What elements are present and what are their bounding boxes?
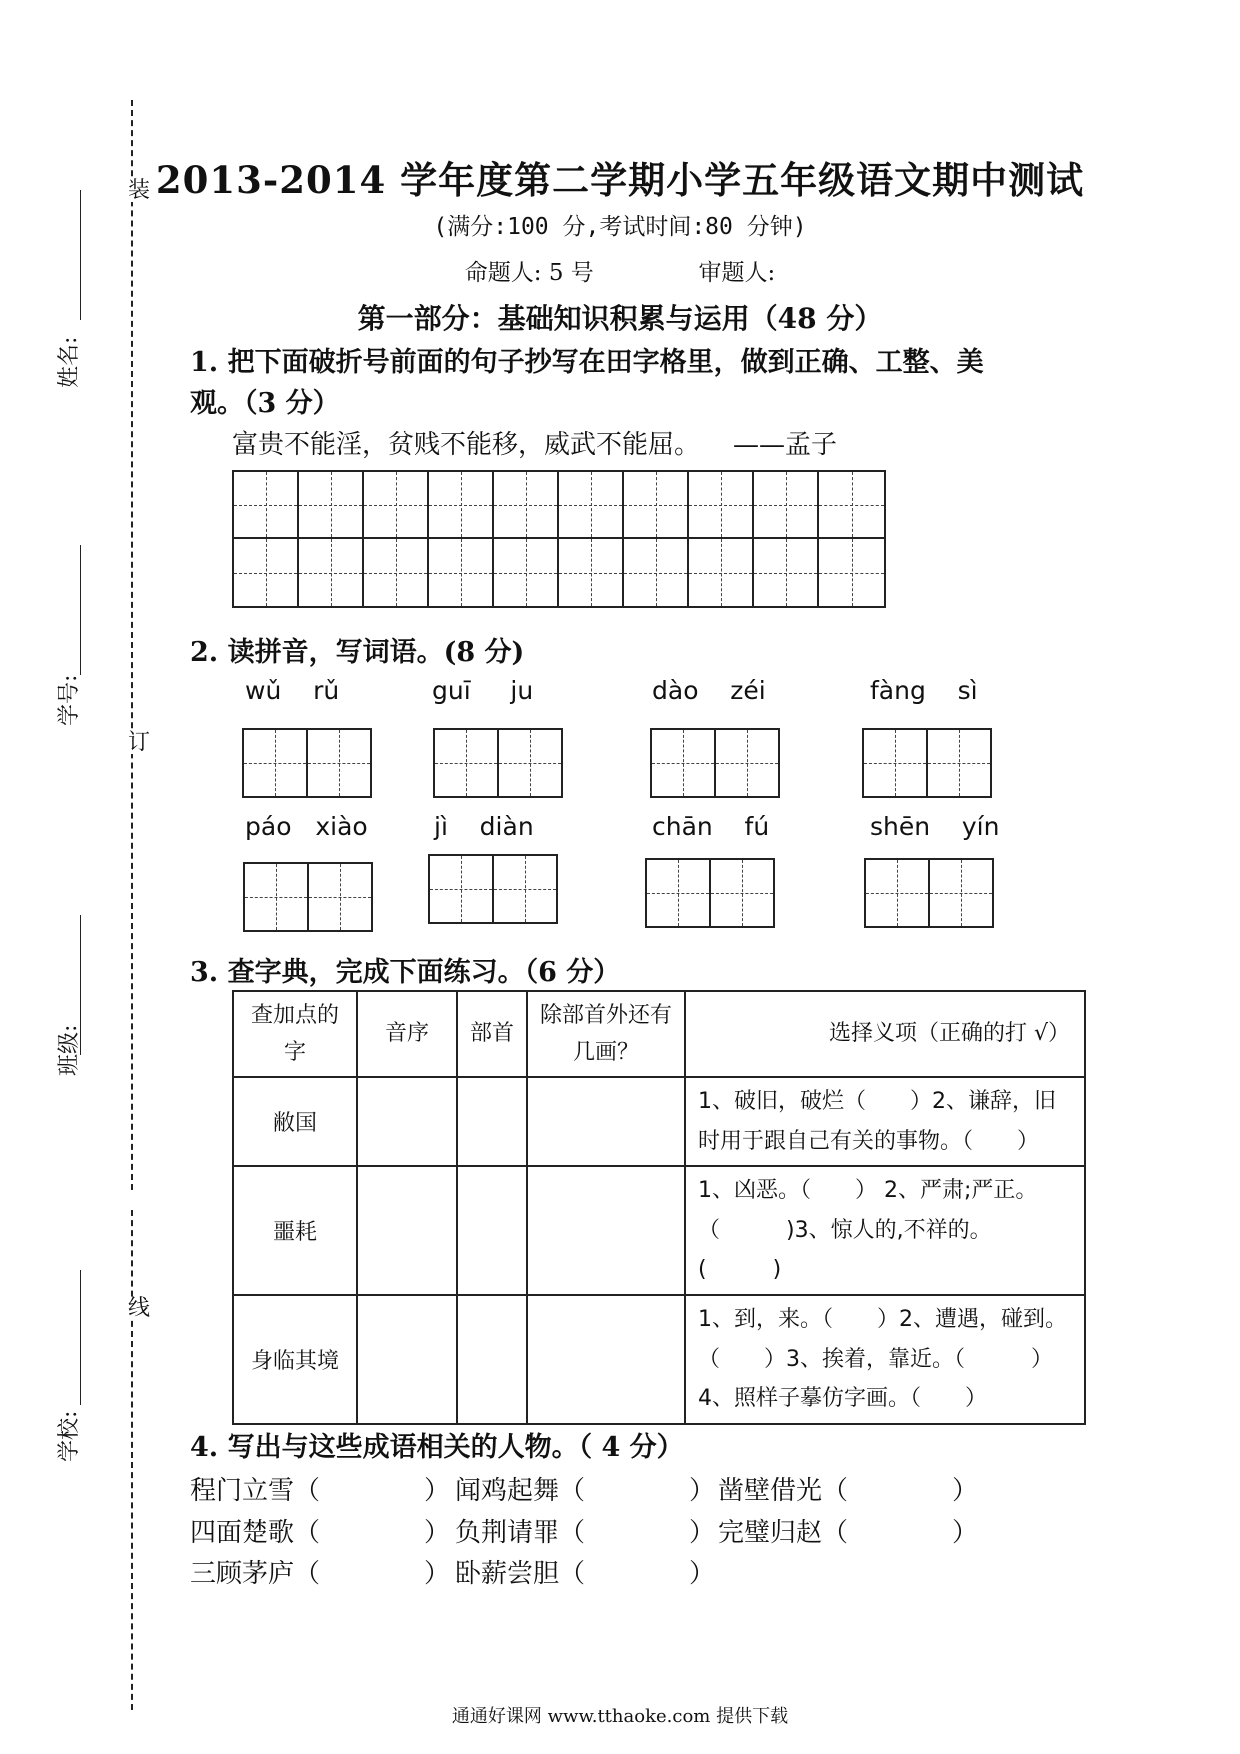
q4-title: 4. 写出与这些成语相关的人物。（ 4 分） xyxy=(190,1432,684,1463)
exam-title: 2013-2014 学年度第二学期小学五年级语文期中测试 xyxy=(155,158,1085,202)
meaning-options-cell[interactable] xyxy=(685,1077,1085,1166)
yinxu-answer-cell[interactable] xyxy=(357,1166,457,1295)
tianzi-cell[interactable] xyxy=(494,472,559,539)
tianzi-cell[interactable] xyxy=(430,856,494,922)
binding-mark-zhuang: 装 xyxy=(125,180,153,202)
setter-label: 命题人: 5 号 xyxy=(464,260,594,286)
pinyin-paoxiao: páo xiào xyxy=(245,812,368,841)
tianzi-cell[interactable] xyxy=(559,539,624,606)
tianzi-cell[interactable] xyxy=(652,730,716,796)
tianzi-cell[interactable] xyxy=(429,472,494,539)
strokes-answer-cell[interactable] xyxy=(527,1166,685,1295)
name-field-label: 姓名: xyxy=(57,336,82,388)
q1-sentence: 富贵不能淫，贫贱不能移，威武不能屈。 ——孟子 xyxy=(232,430,838,460)
answer-box-jidian[interactable] xyxy=(428,854,558,924)
answer-box-chanfu[interactable] xyxy=(645,858,775,928)
table-row xyxy=(233,1166,1085,1295)
table-header-row xyxy=(233,991,1085,1077)
idiom-item[interactable]: 负荆请罪（ ） xyxy=(455,1518,716,1548)
header-bushou: 部首 xyxy=(457,991,527,1077)
idiom-item[interactable]: 三顾茅庐（ ） xyxy=(190,1559,451,1589)
idiom-item[interactable]: 凿壁借光（ ） xyxy=(718,1476,979,1506)
tianzi-cell[interactable] xyxy=(559,472,624,539)
header-word: 查加点的字 xyxy=(233,991,357,1077)
part-one-title: 第一部分：基础知识积累与运用（48 分） xyxy=(357,302,883,335)
tianzi-cell[interactable] xyxy=(245,864,309,930)
yinxu-answer-cell[interactable] xyxy=(357,1077,457,1166)
header-yinxu: 音序 xyxy=(357,991,457,1077)
strokes-answer-cell[interactable] xyxy=(527,1295,685,1424)
strokes-answer-cell[interactable] xyxy=(527,1077,685,1166)
meaning-options-cell[interactable] xyxy=(685,1166,1085,1295)
tianzi-cell[interactable] xyxy=(866,860,930,926)
tianzi-cell[interactable] xyxy=(624,472,689,539)
option-line: 时用于跟自己有关的事物。（ ） xyxy=(698,1128,1040,1154)
setter-line xyxy=(0,254,1240,287)
pinyin-shenyin: shēn yín xyxy=(870,812,1000,841)
pinyin-jidian: jì diàn xyxy=(434,812,534,841)
tianzi-cell[interactable] xyxy=(308,730,370,796)
school-field-label: 学校: xyxy=(57,1410,82,1462)
answer-box-shenyin[interactable] xyxy=(864,858,994,928)
word-cell: 噩耗 xyxy=(233,1166,357,1295)
tianzi-cell[interactable] xyxy=(499,730,561,796)
tianzi-cell[interactable] xyxy=(494,856,556,922)
word-cell: 身临其境 xyxy=(233,1295,357,1424)
option-line: 4、照样子摹仿字画。（ ） xyxy=(698,1386,987,1412)
tianzi-cell[interactable] xyxy=(364,472,429,539)
idiom-item[interactable]: 程门立雪（ ） xyxy=(190,1476,451,1506)
meaning-options-cell[interactable] xyxy=(685,1295,1085,1424)
dictionary-table xyxy=(232,990,1086,1425)
tianzi-cell[interactable] xyxy=(754,539,819,606)
tianzi-cell[interactable] xyxy=(711,860,773,926)
idiom-item[interactable]: 闻鸡起舞（ ） xyxy=(455,1476,716,1506)
option-line: 1、破旧，破烂（ ）2、谦辞，旧 xyxy=(698,1089,1056,1114)
tianzi-cell[interactable] xyxy=(494,539,559,606)
student-id-field-label: 学号: xyxy=(57,674,82,726)
bushou-answer-cell[interactable] xyxy=(457,1166,527,1295)
option-line: 1、到，来。（ ）2、遭遇，碰到。 xyxy=(698,1306,1067,1332)
bushou-answer-cell[interactable] xyxy=(457,1295,527,1424)
option-line: 1、凶恶。（ ） 2、严肃;严正。 xyxy=(698,1178,1038,1204)
tianzi-cell[interactable] xyxy=(234,539,299,606)
header-meaning: 选择义项（正确的打 √） xyxy=(685,991,1085,1077)
answer-box-wuru[interactable] xyxy=(242,728,372,798)
idiom-item[interactable]: 完璧归赵（ ） xyxy=(718,1518,979,1548)
table-row xyxy=(233,1295,1085,1424)
q1-title-line2: 观。（3 分） xyxy=(190,388,340,419)
tianzi-cell[interactable] xyxy=(299,539,364,606)
tianzi-cell[interactable] xyxy=(928,730,990,796)
option-line: （ )3、惊人的,不祥的。( ) xyxy=(698,1217,992,1283)
tianzi-cell[interactable] xyxy=(864,730,928,796)
q2-title: 2. 读拼音，写词语。(8 分) xyxy=(190,637,525,668)
q1-tianzi-grid[interactable] xyxy=(232,470,886,608)
idiom-item[interactable]: 卧薪尝胆（ ） xyxy=(455,1559,716,1589)
school-write-line xyxy=(80,1270,81,1405)
q3-title: 3. 查字典，完成下面练习。（6 分） xyxy=(190,957,621,988)
answer-box-paoxiao[interactable] xyxy=(243,862,373,932)
header-strokes: 除部首外还有几画？ xyxy=(527,991,685,1077)
student-id-write-line xyxy=(80,545,81,675)
class-field-label: 班级: xyxy=(57,1024,82,1076)
q1-title-line1: 1. 把下面破折号前面的句子抄写在田字格里，做到正确、工整、美 xyxy=(190,347,984,378)
tianzi-cell[interactable] xyxy=(819,539,884,606)
answer-box-daozei[interactable] xyxy=(650,728,780,798)
pinyin-wuru: wǔ rǔ xyxy=(245,676,340,705)
answer-box-guiju[interactable] xyxy=(433,728,563,798)
pinyin-guiju: guī ju xyxy=(432,676,534,705)
answer-box-fangsi[interactable] xyxy=(862,728,992,798)
tianzi-cell[interactable] xyxy=(244,730,308,796)
table-row xyxy=(233,1077,1085,1166)
binding-dashed-line-bottom xyxy=(131,1210,133,1710)
tianzi-cell[interactable] xyxy=(930,860,992,926)
tianzi-cell[interactable] xyxy=(754,472,819,539)
pinyin-chanfu: chān fú xyxy=(652,812,770,841)
tianzi-cell[interactable] xyxy=(647,860,711,926)
tianzi-cell[interactable] xyxy=(819,472,884,539)
footer-source: 通通好课网 www.tthaoke.com 提供下载 xyxy=(451,1706,789,1727)
word-cell: 敝国 xyxy=(233,1077,357,1166)
tianzi-cell[interactable] xyxy=(429,539,494,606)
binding-mark-ding: 订 xyxy=(125,732,153,754)
tianzi-cell[interactable] xyxy=(689,539,754,606)
yinxu-answer-cell[interactable] xyxy=(357,1295,457,1424)
tianzi-cell[interactable] xyxy=(299,472,364,539)
tianzi-cell[interactable] xyxy=(716,730,778,796)
tianzi-cell[interactable] xyxy=(624,539,689,606)
binding-mark-xian: 线 xyxy=(125,1298,153,1320)
reviewer-label: 审题人: xyxy=(698,260,776,286)
pinyin-fangsi: fàng sì xyxy=(870,676,978,705)
exam-subtitle: (满分:100 分,考试时间:80 分钟) xyxy=(433,214,807,240)
tianzi-cell[interactable] xyxy=(364,539,429,606)
bushou-answer-cell[interactable] xyxy=(457,1077,527,1166)
tianzi-cell[interactable] xyxy=(234,472,299,539)
pinyin-daozei: dào zéi xyxy=(652,676,766,705)
option-line: （ ）3、挨着，靠近。（ ） xyxy=(698,1346,1053,1372)
tianzi-cell[interactable] xyxy=(435,730,499,796)
tianzi-cell[interactable] xyxy=(689,472,754,539)
tianzi-cell[interactable] xyxy=(309,864,371,930)
idiom-item[interactable]: 四面楚歌（ ） xyxy=(190,1518,451,1548)
